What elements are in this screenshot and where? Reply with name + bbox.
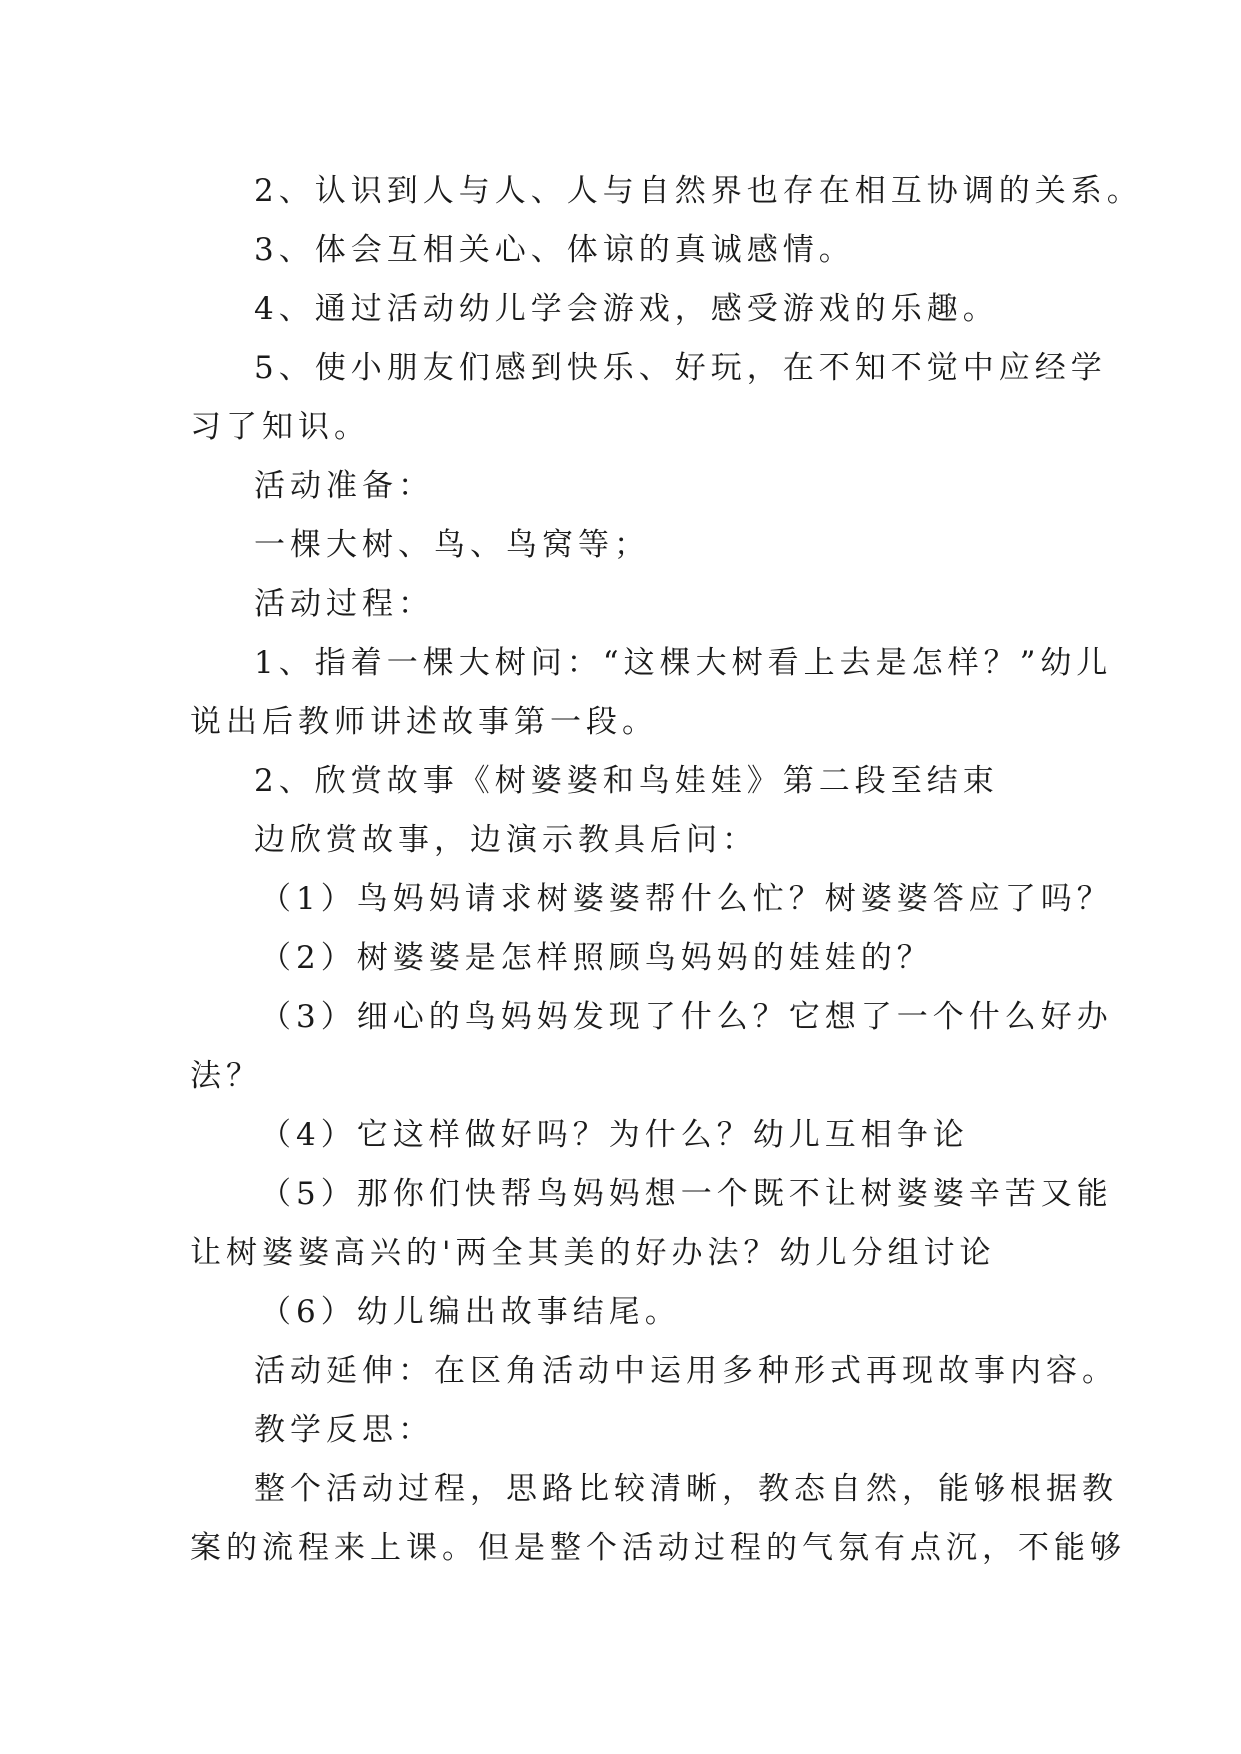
text-line: 5、使小朋友们感到快乐、好玩，在不知不觉中应经学 bbox=[254, 350, 1107, 386]
list-item: （3）细心的鸟妈妈发现了什么？它想了一个什么好办 bbox=[260, 999, 1113, 1035]
text-line: 一棵大树、鸟、鸟窝等； bbox=[254, 527, 650, 563]
section-heading: 教学反思： bbox=[254, 1412, 434, 1448]
text-line: 1、指着一棵大树问：“这棵大树看上去是怎样？”幼儿 bbox=[254, 645, 1113, 681]
text-line: 习了知识。 bbox=[190, 409, 370, 445]
text-line: 2、认识到人与人、人与自然界也存在相互协调的关系。 bbox=[254, 173, 1143, 209]
text-line: 边欣赏故事，边演示教具后问： bbox=[254, 822, 758, 858]
section-heading: 活动准备： bbox=[254, 468, 434, 504]
text-line: 3、体会互相关心、体谅的真诚感情。 bbox=[254, 232, 855, 268]
text-line: 案的流程来上课。但是整个活动过程的气氛有点沉，不能够 bbox=[190, 1530, 1126, 1566]
list-item: （6）幼儿编出故事结尾。 bbox=[260, 1294, 681, 1330]
text-line: 让树婆婆高兴的'两全其美的好办法？幼儿分组讨论 bbox=[190, 1235, 996, 1271]
text-line: 整个活动过程，思路比较清晰，教态自然，能够根据教 bbox=[254, 1471, 1118, 1507]
list-item: （4）它这样做好吗？为什么？幼儿互相争论 bbox=[260, 1117, 969, 1153]
list-item: （5）那你们快帮鸟妈妈想一个既不让树婆婆辛苦又能 bbox=[260, 1176, 1113, 1212]
section-heading: 活动过程： bbox=[254, 586, 434, 622]
list-item: （1）鸟妈妈请求树婆婆帮什么忙？树婆婆答应了吗？ bbox=[260, 881, 1113, 917]
document-body bbox=[190, 162, 1143, 1578]
text-line: 说出后教师讲述故事第一段。 bbox=[190, 704, 658, 740]
text-line: 活动延伸：在区角活动中运用多种形式再现故事内容。 bbox=[254, 1353, 1118, 1389]
text-line: 法？ bbox=[190, 1058, 262, 1094]
list-item: （2）树婆婆是怎样照顾鸟妈妈的娃娃的？ bbox=[260, 940, 933, 976]
text-line: 4、通过活动幼儿学会游戏，感受游戏的乐趣。 bbox=[254, 291, 999, 327]
text-line: 2、欣赏故事《树婆婆和鸟娃娃》第二段至结束 bbox=[254, 763, 999, 799]
